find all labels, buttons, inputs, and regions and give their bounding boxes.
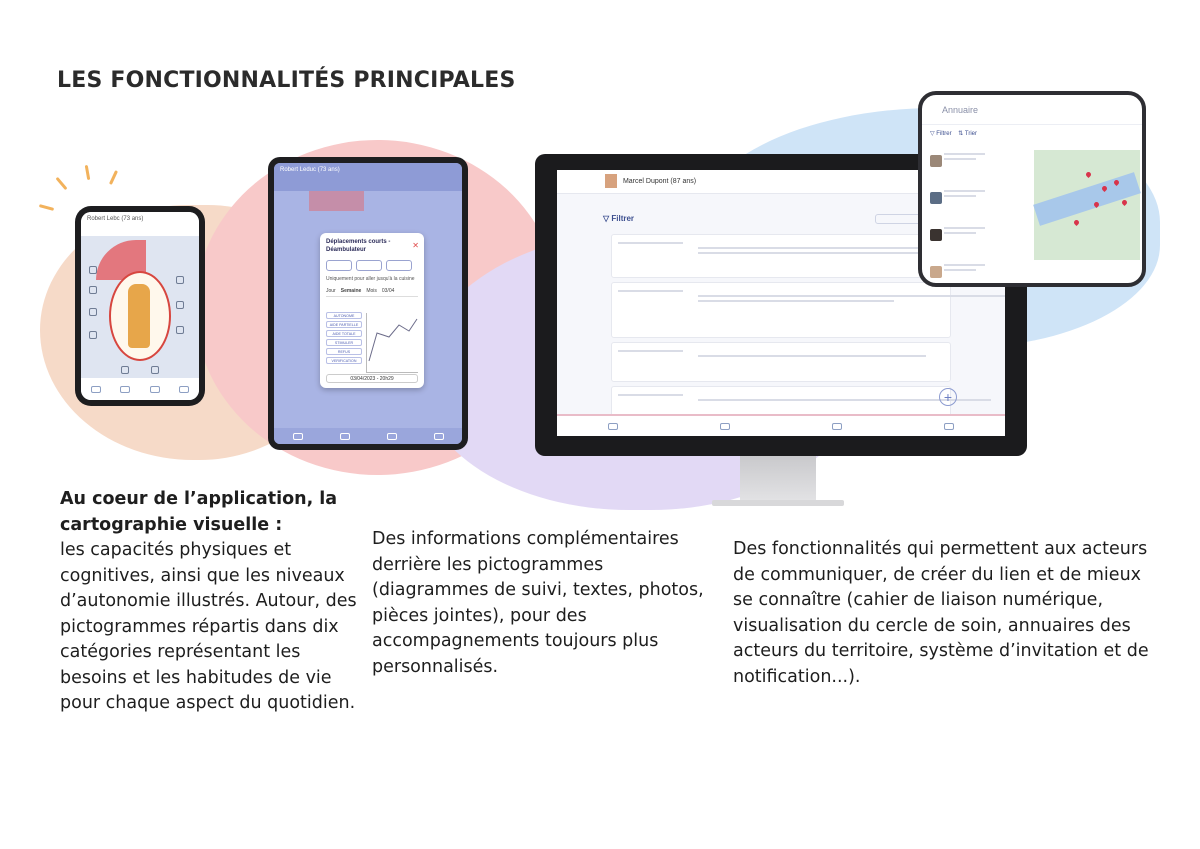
avatar <box>930 266 942 278</box>
modal-date: 03/04/2023 - 20h29 <box>326 374 418 383</box>
map-pin-icon[interactable] <box>1073 219 1080 226</box>
document-icon[interactable] <box>832 423 842 430</box>
avatar <box>605 174 617 188</box>
phone-visual-map[interactable] <box>81 236 199 378</box>
add-entry-button[interactable]: + <box>939 388 957 406</box>
phone-patient-name: Robert Lebc (73 ans) <box>87 216 144 222</box>
tablet-bottom-nav <box>274 428 462 444</box>
filter-button[interactable]: ▽ Filtrer <box>603 214 635 223</box>
caption-pictograms: Des informations complémentaires derrière les pictogrammes (diagrammes de suivi, textes, photos, pièces jointes), pour des accompagnements toujours plus personnalisés. <box>372 529 704 677</box>
tracking-chart-line <box>367 313 419 373</box>
sparkle-ray <box>39 204 54 211</box>
home-icon[interactable] <box>91 386 101 393</box>
directory-icon[interactable] <box>434 433 444 440</box>
list-item[interactable] <box>930 264 1025 287</box>
circle-icon[interactable] <box>120 386 130 393</box>
avatar <box>930 155 942 167</box>
directory-list <box>930 150 1025 287</box>
tablet-header <box>274 163 462 191</box>
tab-day[interactable]: Jour <box>326 288 336 294</box>
caption-visual-map <box>60 487 360 717</box>
liaison-entry[interactable] <box>611 282 951 338</box>
settings-icon[interactable] <box>387 433 397 440</box>
monitor-bottom-nav <box>557 414 1005 436</box>
alert-zone <box>309 191 364 211</box>
pictogram-icon[interactable] <box>89 286 97 294</box>
pictogram-icon[interactable] <box>176 326 184 334</box>
tab-month[interactable]: Mois <box>366 288 377 294</box>
edit-button[interactable] <box>386 260 412 271</box>
settings-icon[interactable] <box>944 423 954 430</box>
list-item[interactable] <box>930 153 1025 187</box>
home-icon[interactable] <box>608 423 618 430</box>
list-item[interactable] <box>930 190 1025 224</box>
photo-button[interactable] <box>356 260 382 271</box>
caption-features: Des fonctionnalités qui permettent aux acteurs de communiquer, de créer du lien et de mieux se connaître (cahier de liaison numérique, visualisation du cercle de soin, annuaires des acteurs du territoire, système d’invitation et de notification...). <box>733 539 1149 687</box>
tablet-mockup <box>268 157 468 450</box>
level-label: VERIFICATION <box>326 357 362 364</box>
avatar <box>930 229 942 241</box>
phone-header <box>81 212 199 236</box>
list-item[interactable] <box>930 227 1025 261</box>
settings-icon[interactable] <box>150 386 160 393</box>
liaison-entry[interactable] <box>611 234 951 278</box>
pictogram-icon[interactable] <box>89 308 97 316</box>
caption-body: les capacités physiques et cognitives, ainsi que les niveaux d’autonomie illustrés. Autour, des pictogrammes répartis dans dix catégories représentant les besoins et les habitudes de vie pour chaque aspect du quotidien. <box>60 540 357 713</box>
close-icon[interactable]: ✕ <box>412 241 419 250</box>
avatar <box>930 192 942 204</box>
person-figure-icon <box>128 284 150 348</box>
phone-bottom-nav <box>81 378 199 400</box>
pictogram-icon[interactable] <box>151 366 159 374</box>
monitor-stand <box>740 456 816 504</box>
monitor-stand-base <box>712 500 844 506</box>
tablet-screen <box>274 163 462 444</box>
attachment-button[interactable] <box>326 260 352 271</box>
level-label: AUTONOME <box>326 312 362 319</box>
circle-icon[interactable] <box>720 423 730 430</box>
modal-actions <box>326 260 418 271</box>
caption-title: Au coeur de l’application, la cartographie visuelle : <box>60 489 338 535</box>
level-label: AIDE PARTIELLE <box>326 321 362 328</box>
map-pin-icon[interactable] <box>1085 171 1092 178</box>
directory-icon[interactable] <box>179 386 189 393</box>
pictogram-icon[interactable] <box>176 276 184 284</box>
modal-note: Uniquement pour aller jusqu'à la cuisine <box>326 276 415 282</box>
sort-button[interactable]: ⇅ Trier <box>958 131 977 137</box>
monitor-patient-name: Marcel Dupont (87 ans) <box>622 177 697 185</box>
filter-icon: ▽ <box>603 214 612 223</box>
pictogram-detail-modal <box>320 233 424 388</box>
circle-icon[interactable] <box>340 433 350 440</box>
period-select[interactable]: 03/04 <box>381 288 395 294</box>
level-label: AIDE TOTALE <box>326 330 362 337</box>
directory-toolbar <box>922 125 1142 142</box>
pictogram-icon[interactable] <box>176 301 184 309</box>
liaison-entry[interactable] <box>611 342 951 382</box>
directory-title: Annuaire <box>922 95 1142 125</box>
phone-screen <box>81 212 199 400</box>
sparkle-ray <box>109 170 118 185</box>
directory-panel <box>918 91 1146 287</box>
level-label: REFUS <box>326 348 362 355</box>
pictogram-icon[interactable] <box>89 331 97 339</box>
modal-title: Déplacements courts - Déambulateur <box>326 239 391 253</box>
pictogram-icon[interactable] <box>121 366 129 374</box>
tab-week[interactable]: Semaine <box>340 288 362 294</box>
directory-map[interactable] <box>1034 150 1140 260</box>
period-tabs <box>326 288 418 297</box>
tablet-patient-name: Robert Leduc (73 ans) <box>280 167 340 173</box>
page-title: LES FONCTIONNALITÉS PRINCIPALES <box>57 68 516 93</box>
tracking-chart <box>366 313 418 373</box>
filter-button[interactable]: ▽ Filtrer <box>930 131 952 137</box>
map-pin-icon[interactable] <box>1121 199 1128 206</box>
pictogram-icon[interactable] <box>89 266 97 274</box>
sparkle-ray <box>85 165 91 180</box>
home-icon[interactable] <box>293 433 303 440</box>
phone-mockup <box>75 206 205 406</box>
sparkle-ray <box>56 177 68 190</box>
level-label: STIMULER <box>326 339 362 346</box>
autonomy-levels <box>326 312 362 366</box>
